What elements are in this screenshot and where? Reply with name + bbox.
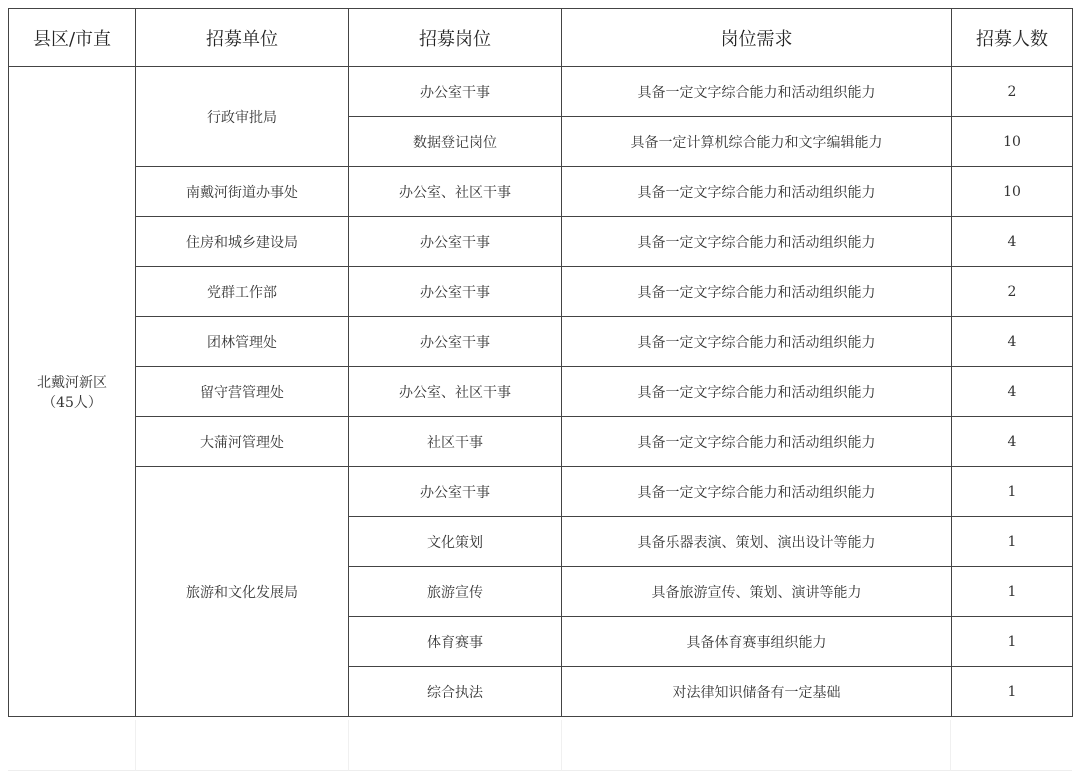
requirement-cell: 具备一定文字综合能力和活动组织能力: [562, 167, 952, 217]
district-cell: [9, 67, 136, 717]
unit-cell: 行政审批局: [136, 67, 349, 167]
requirement-cell: 具备一定文字综合能力和活动组织能力: [562, 417, 952, 467]
header-post: 招募岗位: [349, 9, 562, 67]
requirement-cell: 具备一定文字综合能力和活动组织能力: [562, 217, 952, 267]
count-cell: 10: [952, 167, 1073, 217]
unit-cell: 住房和城乡建设局: [136, 217, 349, 267]
count-cell: 4: [952, 317, 1073, 367]
post-cell: 办公室干事: [349, 317, 562, 367]
unit-cell: 大蒲河管理处: [136, 417, 349, 467]
unit-cell: 党群工作部: [136, 267, 349, 317]
header-requirement: 岗位需求: [562, 9, 952, 67]
post-cell: 综合执法: [349, 667, 562, 717]
requirement-cell: 具备一定文字综合能力和活动组织能力: [562, 67, 952, 117]
requirement-cell: 对法律知识储备有一定基础: [562, 667, 952, 717]
count-cell: 1: [952, 517, 1073, 567]
recruitment-table: [8, 8, 1073, 717]
count-cell: 1: [952, 667, 1073, 717]
requirement-cell: 具备一定文字综合能力和活动组织能力: [562, 267, 952, 317]
requirement-cell: 具备一定文字综合能力和活动组织能力: [562, 467, 952, 517]
count-cell: 4: [952, 417, 1073, 467]
header-count: 招募人数: [952, 9, 1073, 67]
header-district: 县区/市直: [9, 9, 136, 67]
unit-cell: 旅游和文化发展局: [136, 467, 349, 717]
table-row: [9, 417, 1073, 467]
table-row: [9, 167, 1073, 217]
post-cell: 办公室干事: [349, 467, 562, 517]
table-row: [9, 467, 1073, 517]
table-row: [9, 267, 1073, 317]
post-cell: 办公室干事: [349, 217, 562, 267]
header-unit: 招募单位: [136, 9, 349, 67]
table-row: [9, 317, 1073, 367]
count-cell: 4: [952, 217, 1073, 267]
unit-cell: 留守营管理处: [136, 367, 349, 417]
empty-row: [8, 720, 1072, 770]
post-cell: 旅游宣传: [349, 567, 562, 617]
count-cell: 1: [952, 617, 1073, 667]
post-cell: 办公室、社区干事: [349, 367, 562, 417]
requirement-cell: 具备一定计算机综合能力和文字编辑能力: [562, 117, 952, 167]
unit-cell: 团林管理处: [136, 317, 349, 367]
district-total: （45人）: [42, 394, 102, 411]
count-cell: 4: [952, 367, 1073, 417]
post-cell: 办公室干事: [349, 267, 562, 317]
requirement-cell: 具备一定文字综合能力和活动组织能力: [562, 367, 952, 417]
count-cell: 1: [952, 567, 1073, 617]
district-name: 北戴河新区: [37, 374, 107, 391]
requirement-cell: 具备体育赛事组织能力: [562, 617, 952, 667]
table-row: [9, 217, 1073, 267]
requirement-cell: 具备旅游宣传、策划、演讲等能力: [562, 567, 952, 617]
post-cell: 社区干事: [349, 417, 562, 467]
count-cell: 1: [952, 467, 1073, 517]
header-row: [9, 9, 1073, 67]
post-cell: 办公室、社区干事: [349, 167, 562, 217]
unit-cell: 南戴河街道办事处: [136, 167, 349, 217]
post-cell: 办公室干事: [349, 67, 562, 117]
table-row: [9, 367, 1073, 417]
table-row: [9, 67, 1073, 117]
post-cell: 体育赛事: [349, 617, 562, 667]
count-cell: 10: [952, 117, 1073, 167]
requirement-cell: 具备乐器表演、策划、演出设计等能力: [562, 517, 952, 567]
requirement-cell: 具备一定文字综合能力和活动组织能力: [562, 317, 952, 367]
post-cell: 文化策划: [349, 517, 562, 567]
count-cell: 2: [952, 267, 1073, 317]
post-cell: 数据登记岗位: [349, 117, 562, 167]
count-cell: 2: [952, 67, 1073, 117]
